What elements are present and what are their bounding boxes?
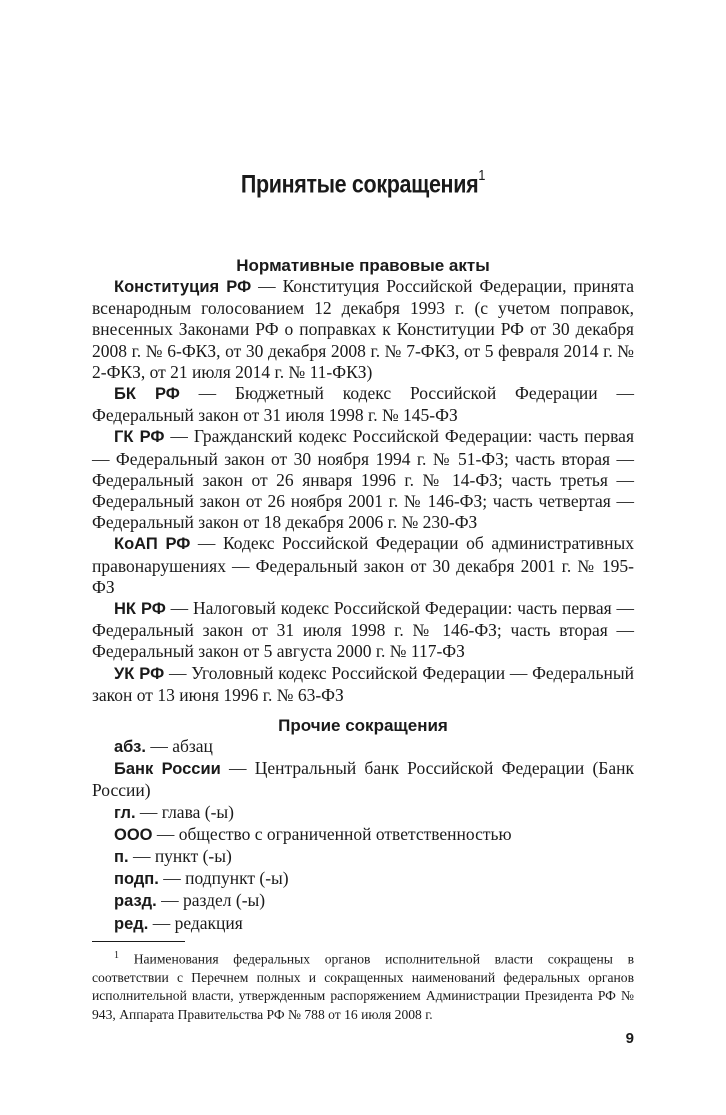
entry-text: — подпункт (-ы): [158, 868, 289, 889]
entry-text: — Налоговый кодекс Российской Федерации: часть первая — Федеральный закон от 31 июля 1998 г. № 146-ФЗ; часть вторая — Федеральный закон от 5 августа 2000 г. № 117-ФЗ: [92, 598, 634, 662]
footnote-text: Наименования федеральных органов исполнительной власти сокращены в соответствии с Перечнем полных и сокращенных наименований федеральных органов исполнительной власти, утвержденным распоряжением Администрации Президента РФ № 943, Аппарата Правительства РФ № 788 от 16 июля 2008 г.: [92, 951, 634, 1022]
entry-text: — Уголовный кодекс Российской Федерации — Федеральный закон от 13 июня 1996 г. № 63-ФЗ: [92, 662, 635, 705]
entry-text: — абзац: [145, 736, 213, 757]
page-title-text: Принятые сокращения: [240, 170, 479, 199]
footnote-reference[interactable]: 1: [478, 167, 486, 184]
page-title: [130, 167, 596, 199]
entry-gk-rf: [92, 426, 634, 533]
footnote-divider: [92, 941, 185, 942]
entry-text: — редакция: [148, 912, 243, 933]
entry-abbr: абз.: [114, 738, 146, 757]
footnote: [92, 947, 634, 1024]
entry-koap-rf: [92, 533, 634, 598]
section-heading-other-abbreviations: Прочие сокращения: [278, 716, 448, 736]
entry-abbr: Банк России: [114, 760, 221, 779]
entry-bk-rf: [92, 383, 634, 426]
entry-text: — Кодекс Российской Федерации об административных правонарушениях — Федеральный закон от 30 декабря 2001 г. № 195-ФЗ: [92, 533, 634, 597]
entry-text: — глава (-ы): [135, 801, 234, 822]
entry-abbr: УК РФ: [114, 664, 165, 683]
entry-abbr: разд.: [114, 892, 157, 911]
page: [92, 0, 634, 1115]
entry-abbr: ООО: [114, 825, 153, 844]
entry-text: — раздел (-ы): [156, 890, 266, 911]
entry-bank-rossii: [92, 758, 634, 801]
entry-text: — Центральный банк Российской Федерации (Банк России): [92, 758, 634, 801]
entry-abbr: БК РФ: [114, 385, 180, 404]
entry-constitution: [92, 276, 634, 383]
page-number: 9: [625, 1030, 634, 1047]
footnote-mark: 1: [114, 950, 119, 961]
entry-text: — Гражданский кодекс Российской Федерации: часть первая — Федеральный закон от 30 ноября 1994 г. № 51-ФЗ; часть вторая — Федеральный закон от 26 января 1996 г. № 14-ФЗ; часть третья — Федеральный закон от 26 ноября 2001 г. № 146-ФЗ; часть четвертая — Федеральный закон от 18 декабря 2006 г. № 230-ФЗ: [92, 426, 634, 533]
entry-text: — пункт (-ы): [128, 846, 232, 867]
entry-p: [92, 846, 634, 868]
entry-abbr: Конституция РФ: [114, 278, 252, 296]
entry-podp: [92, 868, 634, 890]
entry-abbr: п.: [114, 848, 129, 867]
entry-nk-rf: [92, 598, 634, 663]
abbreviations-list: [92, 255, 634, 935]
entry-ooo: [92, 824, 634, 846]
entry-abz: [92, 736, 634, 758]
entry-razd: [92, 890, 634, 912]
entry-uk-rf: [92, 663, 634, 706]
entry-red: [92, 913, 634, 935]
entry-abbr: подп.: [114, 870, 159, 889]
entry-abbr: НК РФ: [114, 600, 166, 619]
entry-text: — общество с ограниченной ответственностью: [152, 823, 512, 844]
entry-abbr: КоАП РФ: [114, 535, 191, 554]
entry-text: — Бюджетный кодекс Российской Федерации — Федеральный закон от 31 июля 1998 г. № 145-ФЗ: [92, 383, 634, 426]
entry-text: — Конституция Российской Федерации, принята всенародным голосованием 12 декабря 1993 г. (с учетом поправок, внесенных Законами РФ о поправках к Конституции РФ от 30 декабря 2008 г. № 6-ФКЗ, от 30 декабря 2008 г. № 7-ФКЗ, от 5 февраля 2014 г. № 2-ФКЗ, от 21 июля 2014 г. № 11-ФКЗ): [92, 276, 634, 382]
section-heading-normative-acts: Нормативные правовые акты: [236, 256, 490, 275]
entry-gl: [92, 802, 634, 824]
entry-abbr: ред.: [114, 914, 149, 933]
entry-abbr: ГК РФ: [114, 428, 165, 447]
entry-abbr: гл.: [114, 803, 136, 822]
